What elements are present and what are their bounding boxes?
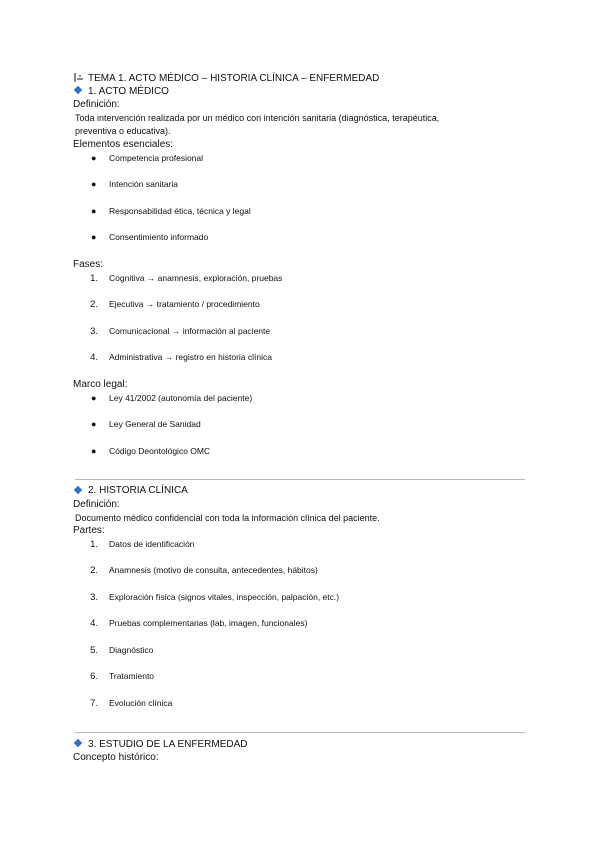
bullet: ● (91, 232, 97, 242)
definition-text-cont: preventiva o educativa). (75, 126, 171, 136)
list-item: Intención sanitaria (109, 179, 178, 189)
list-item: Comunicacional → información al paciente (109, 326, 271, 336)
diamond-icon (74, 739, 82, 747)
list-item: Evolución clínica (109, 698, 173, 708)
elements-label: Elementos esenciales: (73, 139, 174, 150)
page-title: TEMA 1. ACTO MÉDICO – HISTORIA CLÍNICA – ENFERMEDAD (88, 73, 380, 84)
historical-concept-label: Concepto histórico: (73, 752, 159, 763)
legal-label: Marco legal: (73, 379, 128, 390)
list-item: Administrativa → registro en historia clínica (109, 352, 272, 362)
list-number: 4. (90, 618, 98, 629)
list-item: Exploración física (signos vitales, inspección, palpación, etc.) (109, 592, 340, 602)
list-item: Ley 41/2002 (autonomía del paciente) (109, 393, 253, 403)
list-item: Consentimiento informado (109, 232, 209, 242)
list-number: 3. (90, 592, 98, 603)
list-item: Cognitiva → anamnesis, exploración, pruebas (109, 273, 283, 283)
list-number: 2. (90, 299, 98, 310)
definition-label: Definición: (73, 499, 120, 510)
list-item: Tratamiento (109, 671, 155, 681)
divider (75, 732, 525, 733)
diamond-icon (74, 86, 82, 94)
section-heading-1: 1. ACTO MÉDICO (88, 86, 169, 97)
list-item: Responsabilidad ética, técnica y legal (109, 206, 251, 216)
bullet: ● (91, 393, 97, 403)
bullet: ● (91, 419, 97, 429)
definition-text: Toda intervención realizada por un médico con intención sanitaria (diagnóstica, terapéutica, (75, 113, 440, 123)
definition-text: Documento médico confidencial con toda la información clínica del paciente. (75, 513, 380, 523)
document-icon (74, 73, 83, 82)
diamond-icon (74, 486, 82, 494)
list-item: Pruebas complementarias (lab, imagen, funcionales) (109, 618, 308, 628)
parts-label: Partes: (73, 525, 105, 536)
list-item: Diagnóstico (109, 645, 154, 655)
bullet: ● (91, 446, 97, 456)
list-number: 4. (90, 352, 98, 363)
divider (75, 479, 525, 480)
list-item: Código Deontológico OMC (109, 446, 211, 456)
list-number: 5. (90, 645, 98, 656)
phases-label: Fases: (73, 259, 104, 270)
list-number: 1. (90, 539, 98, 550)
list-number: 7. (90, 698, 98, 709)
list-number: 3. (90, 326, 98, 337)
definition-label: Definición: (73, 99, 120, 110)
list-item: Competencia profesional (109, 153, 204, 163)
list-item: Ley General de Sanidad (109, 419, 201, 429)
list-item: Anamnesis (motivo de consulta, antecedentes, hábitos) (109, 565, 318, 575)
list-item: Datos de identificación (109, 539, 195, 549)
list-item: Ejecutiva → tratamiento / procedimiento (109, 299, 260, 309)
section-heading-2: 2. HISTORIA CLÍNICA (88, 485, 188, 496)
section-heading-3: 3. ESTUDIO DE LA ENFERMEDAD (88, 739, 248, 750)
bullet: ● (91, 206, 97, 216)
list-number: 2. (90, 565, 98, 576)
bullet: ● (91, 179, 97, 189)
bullet: ● (91, 153, 97, 163)
list-number: 6. (90, 671, 98, 682)
list-number: 1. (90, 273, 98, 284)
